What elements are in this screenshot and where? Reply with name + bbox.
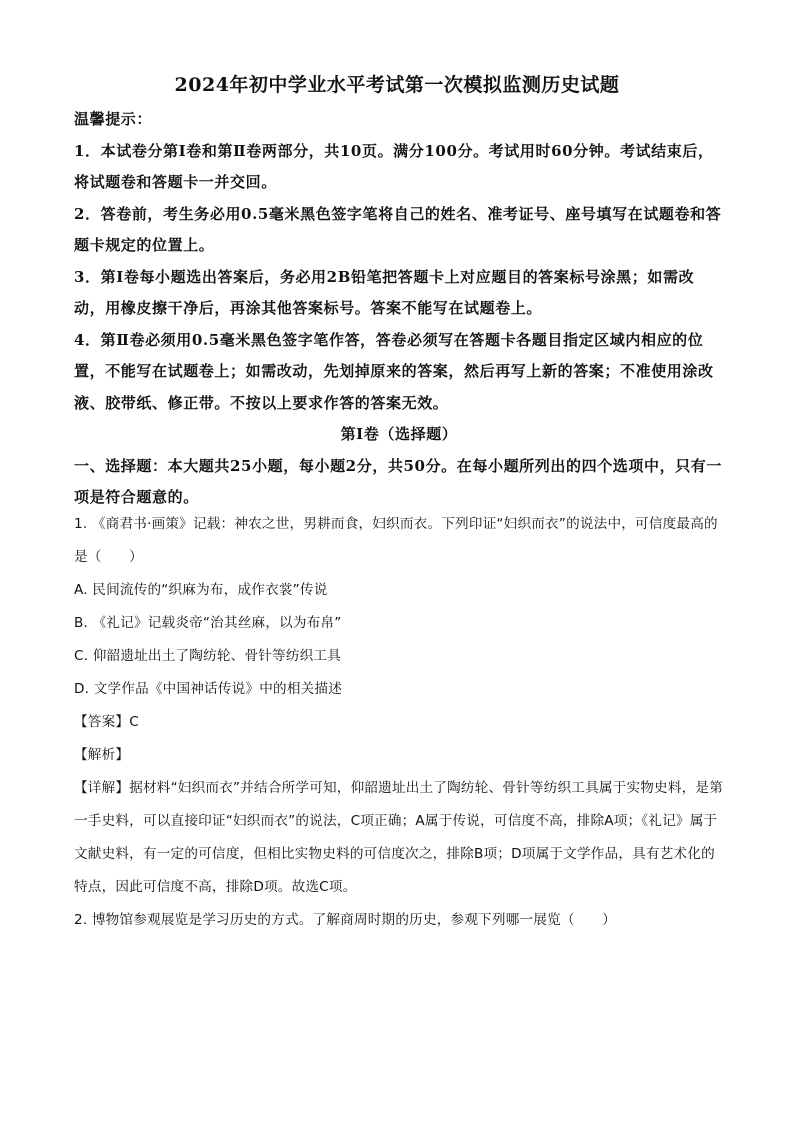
section-title: 第Ⅰ卷（选择题） [340,425,458,443]
notice-item-3: 3．第Ⅰ卷每小题选出答案后，务必用2B铅笔把答题卡上对应题目的答案标号涂黑；如需改动，用橡皮擦干净后，再涂其他答案标号。答案不能写在试题卷上。 [74,267,695,317]
answer-value: C [129,714,139,730]
question-1 [74,508,724,937]
detail-tag: 【详解】 [74,780,130,796]
answer-tag: 【答案】 [74,714,130,730]
detail-paragraph [74,772,724,904]
notice-item-2: 2．答卷前，考生务必用0.5毫米黑色签字笔将自己的姓名、准考证号、座号填写在试题卷和答题卡规定的位置上。 [74,204,722,254]
notice-item-4: 4．第Ⅱ卷必须用0.5毫米黑色签字笔作答，答卷必须写在答题卡各题目指定区域内相应的位置，不能写在试题卷上；如需改动，先划掉原来的答案，然后再写上新的答案；不准使用涂改液、胶带纸、修正带。不按以上要求作答的答案无效。 [74,330,714,412]
question-1-option-a: A. 民间流传的“织麻为布，成作衣裳”传说 [74,582,328,598]
question-1-stem: 1. 《商君书·画策》记载：神农之世，男耕而食，妇织而衣。下列印证“妇织而衣”的说法中，可信度最高的是（ ） [74,516,718,565]
question-1-option-d: D. 文学作品《中国神话传说》中的相关描述 [74,681,342,697]
question-2-stem: 2. 博物馆参观展览是学习历史的方式。了解商周时期的历史，参观下列哪一展览（ ） [74,912,617,928]
detail-text: 据材料“妇织而衣”并结合所学可知，仰韶遗址出土了陶纺轮、骨针等纺织工具属于实物史料，是第一手史料，可以直接印证“妇织而衣”的说法，C项正确；A属于传说，可信度不高，排除A项；《礼记》属于文献史料，有一定的可信度，但相比实物史料的可信度次之，排除B项；D项属于文学作品，具有艺术化的特点，因此可信度不高，排除D项。故选C项。 [74,780,724,895]
question-1-option-c: C. 仰韶遗址出土了陶纺轮、骨针等纺织工具 [74,648,342,664]
notice-block [74,104,724,514]
document-title: 2024年初中学业水平考试第一次模拟监测历史试题 [174,74,620,96]
notice-heading: 温馨提示： [74,110,153,128]
section-instruction: 一、选择题：本大题共25小题，每小题2分，共50分。在每小题所列出的四个选项中，只有一项是符合题意的。 [74,456,722,506]
notice-item-1: 1．本试卷分第Ⅰ卷和第Ⅱ卷两部分，共10页。满分100分。考试用时60分钟。考试结束后，将试题卷和答题卡一并交回。 [74,141,714,191]
question-1-option-b: B. 《礼记》记载炎帝“治其丝麻，以为布帛” [74,615,342,631]
analysis-tag: 【解析】 [74,747,130,763]
answer-line [74,706,724,739]
